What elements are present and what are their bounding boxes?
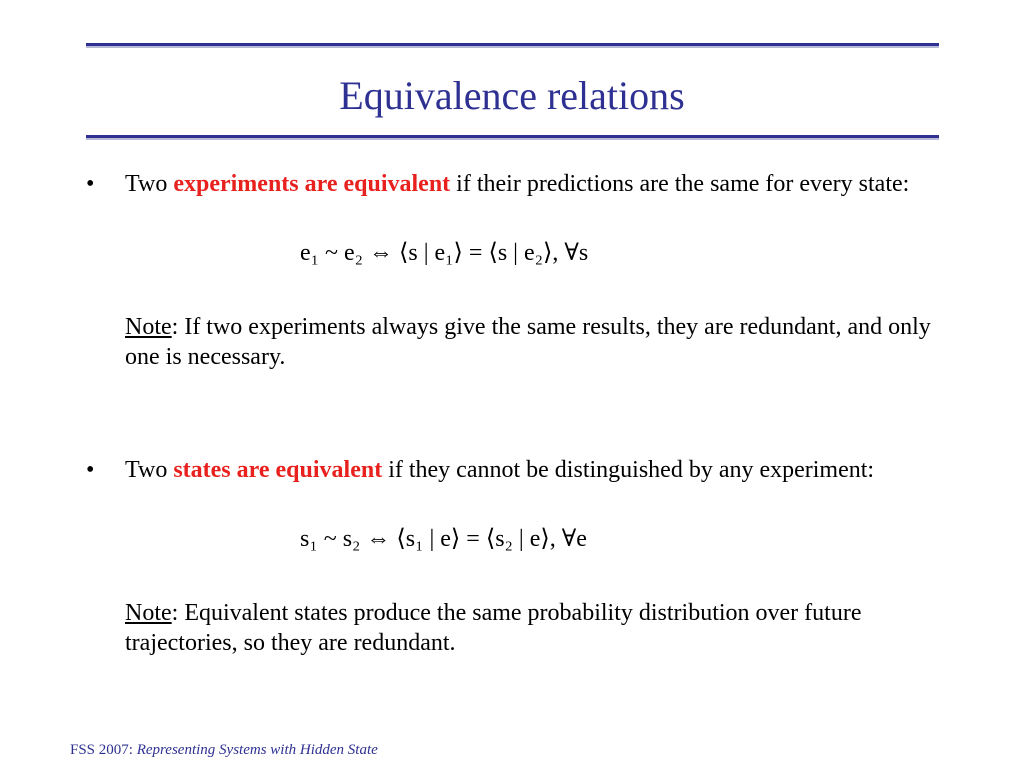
statement-prefix: Two — [125, 457, 168, 483]
bullet-marker: • — [86, 457, 95, 483]
experiments-equivalent-highlight: experiments are equivalent — [173, 171, 451, 197]
statement-prefix: Two — [125, 171, 168, 197]
note-label: Note — [125, 600, 172, 626]
slide-footer — [70, 740, 378, 760]
states-equivalent-highlight: states are equivalent — [173, 457, 383, 483]
title-bottom-rule — [86, 135, 939, 138]
experiments-note — [125, 312, 935, 372]
slide-title: Equivalence relations — [339, 73, 685, 118]
note-text: : If two experiments always give the same results, they are redundant, and only one is necessary. — [125, 314, 931, 370]
footer-subtitle: Representing Systems with Hidden State — [136, 742, 378, 758]
statement-suffix: if their predictions are the same for every state: — [456, 171, 910, 197]
states-formula: s₁ ~ s₂ ⇔ ⟨s₁ | e⟩ = ⟨s₂ | e⟩, ∀e — [300, 526, 587, 552]
footer-label: FSS 2007: — [70, 742, 133, 758]
states-statement — [125, 455, 935, 485]
title-top-rule — [86, 43, 939, 46]
statement-suffix: if they cannot be distinguished by any experiment: — [388, 457, 875, 483]
experiments-statement — [125, 169, 935, 199]
experiments-formula: e₁ ~ e₂ ⇔ ⟨s | e₁⟩ = ⟨s | e₂⟩, ∀s — [300, 240, 589, 266]
note-label: Note — [125, 314, 172, 340]
states-note — [125, 598, 935, 658]
bullet-marker: • — [86, 171, 95, 197]
note-text: : Equivalent states produce the same probability distribution over future trajectories, so they are redundant. — [125, 600, 862, 656]
